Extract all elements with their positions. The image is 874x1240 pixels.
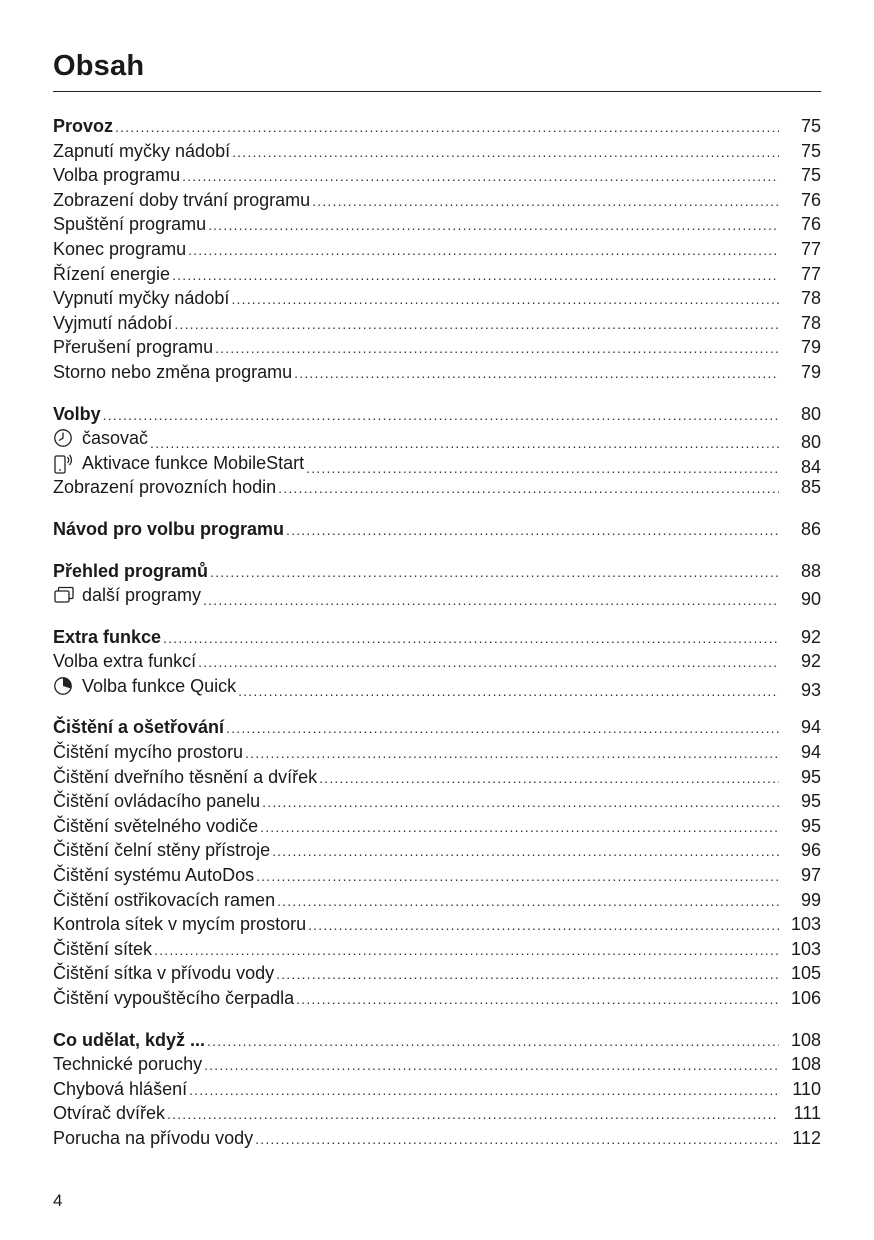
toc-entry[interactable]: [53, 740, 821, 765]
toc-entry-label-wrap: [53, 838, 270, 863]
toc-entry-label: Přehled programů: [53, 560, 209, 581]
toc-entry[interactable]: [53, 1052, 821, 1077]
toc-entry-label-wrap: [53, 937, 152, 962]
toc-entry-label: Čištění ostřikovacích ramen: [53, 889, 276, 910]
toc-entry-label-wrap: [53, 237, 186, 262]
toc-page-number: 106: [790, 988, 821, 1008]
toc-entry-label-wrap: [53, 451, 304, 476]
toc-entry-label-wrap: [53, 674, 236, 699]
toc-page-number: 80: [800, 432, 821, 453]
toc-page-number: 112: [792, 1127, 821, 1148]
dot-leader: [296, 987, 779, 1012]
toc-entry[interactable]: [53, 163, 821, 188]
toc-entry[interactable]: [53, 237, 821, 262]
toc-page-number: 97: [800, 865, 821, 886]
toc-entry[interactable]: [53, 649, 821, 674]
toc-page-number: 99: [800, 889, 821, 910]
dot-leader: [154, 938, 779, 963]
page-number: 4: [53, 1191, 63, 1210]
toc-entry-label-wrap: [53, 262, 170, 287]
toc-entry-label-wrap: [53, 814, 258, 839]
toc-entry[interactable]: [53, 262, 821, 287]
toc-entry[interactable]: [53, 286, 821, 311]
toc-entry-label-wrap: [53, 740, 243, 765]
toc-section: [53, 114, 821, 385]
toc-entry-label-wrap: [53, 212, 206, 237]
toc-page-number: 108: [790, 1029, 821, 1050]
toc-page-number: 76: [800, 214, 821, 235]
clock-icon: [53, 428, 75, 448]
toc-page-number: 103: [790, 914, 821, 935]
toc-page-number: 79: [800, 361, 821, 382]
toc-entry-label-wrap: [53, 517, 284, 542]
dot-leader: [231, 287, 779, 312]
toc-entry[interactable]: [53, 765, 821, 790]
toc-page-number: 95: [800, 766, 821, 787]
toc-entry-label-wrap: [53, 1126, 253, 1151]
toc-entry[interactable]: [53, 1077, 821, 1102]
toc-page-number: 86: [800, 518, 821, 539]
toc-entry-label: Volba extra funkcí: [53, 651, 197, 672]
toc-section-heading[interactable]: [53, 114, 821, 139]
title-divider: [53, 91, 821, 92]
dot-leader: [277, 889, 779, 914]
toc-entry-label-wrap: [53, 335, 213, 360]
toc-entry-label: Konec programu: [53, 238, 187, 259]
toc-entry-label-wrap: [53, 789, 260, 814]
toc-entry[interactable]: [53, 789, 821, 814]
toc-entry-label: Přerušení programu: [53, 337, 214, 358]
dot-leader: [203, 588, 779, 613]
toc-entry-label: Aktivace funkce MobileStart: [82, 452, 305, 473]
toc-section-heading[interactable]: [53, 715, 821, 740]
toc-entry[interactable]: [53, 426, 821, 451]
toc-page-number: 94: [800, 742, 821, 763]
toc-entry-label: Storno nebo změna programu: [53, 361, 293, 382]
table-of-contents: [53, 114, 821, 1168]
toc-entry-label: Co udělat, když ...: [53, 1029, 206, 1050]
dot-leader: [319, 766, 779, 791]
toc-section-heading[interactable]: [53, 1028, 821, 1053]
dot-leader: [208, 213, 779, 238]
toc-page-number: 76: [800, 189, 821, 210]
toc-entry-label-wrap: [53, 583, 201, 608]
more-programs-icon: [53, 585, 75, 605]
toc-page-number: 94: [800, 717, 821, 738]
toc-section: [53, 402, 821, 500]
toc-page-number: 78: [800, 312, 821, 333]
toc-entry-label: Čištění mycího prostoru: [53, 742, 244, 763]
toc-entry-label: Provoz: [53, 116, 114, 136]
toc-page-number: 110: [792, 1078, 821, 1099]
dot-leader: [276, 962, 779, 987]
toc-section: [53, 517, 821, 542]
dot-leader: [232, 140, 779, 165]
dot-leader: [308, 913, 779, 938]
toc-entry-label: Volba programu: [53, 165, 181, 186]
quick-icon: [53, 676, 75, 696]
toc-entry-label: Vypnutí myčky nádobí: [53, 288, 230, 309]
toc-entry-label: Volby: [53, 403, 101, 424]
toc-entry-label: Čištění sítek: [53, 938, 153, 959]
page-title: Obsah: [53, 50, 145, 82]
dot-leader: [172, 263, 779, 288]
toc-entry-label: Čištění vypouštěcího čerpadla: [53, 988, 295, 1008]
toc-entry[interactable]: [53, 986, 821, 1011]
toc-page-number: 77: [800, 263, 821, 284]
toc-entry-label-wrap: [53, 360, 292, 385]
toc-entry-label-wrap: [53, 559, 208, 584]
toc-entry-label-wrap: [53, 863, 254, 888]
toc-page-number: 75: [800, 165, 821, 186]
toc-entry[interactable]: [53, 139, 821, 164]
toc-page-number: 111: [793, 1103, 821, 1124]
toc-page-number: 108: [790, 1054, 821, 1075]
toc-entry-label: další programy: [82, 585, 202, 606]
toc-entry[interactable]: [53, 674, 821, 699]
toc-entry-label: Otvírač dvířek: [53, 1103, 166, 1124]
toc-entry-label: Zobrazení provozních hodin: [53, 477, 277, 498]
toc-page-number: 84: [800, 457, 821, 478]
toc-entry[interactable]: [53, 311, 821, 336]
toc-entry[interactable]: [53, 583, 821, 608]
toc-entry[interactable]: [53, 814, 821, 839]
toc-entry-label-wrap: [53, 961, 274, 986]
dot-leader: [210, 560, 779, 585]
dot-leader: [278, 476, 779, 501]
toc-page-number: 105: [790, 963, 821, 984]
dot-leader: [198, 650, 779, 675]
toc-entry-label-wrap: [53, 912, 306, 937]
dot-leader: [204, 1053, 779, 1078]
toc-page-number: 92: [800, 626, 821, 647]
toc-entry-label-wrap: [53, 649, 196, 674]
toc-page-number: 96: [800, 840, 821, 861]
toc-section-heading[interactable]: [53, 402, 821, 427]
toc-entry-label: Chybová hlášení: [53, 1078, 188, 1099]
toc-entry-label: Zapnutí myčky nádobí: [53, 140, 231, 161]
toc-entry-label-wrap: [53, 286, 229, 311]
toc-entry[interactable]: [53, 838, 821, 863]
toc-entry-label-wrap: [53, 1101, 165, 1126]
toc-page-number: 90: [800, 589, 821, 610]
dot-leader: [286, 518, 779, 543]
toc-entry-label-wrap: [53, 1052, 202, 1077]
toc-entry[interactable]: [53, 1101, 821, 1126]
dot-leader: [182, 164, 779, 189]
toc-entry-label-wrap: [53, 1077, 187, 1102]
dot-leader: [189, 1078, 779, 1103]
toc-entry[interactable]: [53, 937, 821, 962]
toc-page-number: 80: [800, 403, 821, 424]
toc-entry-label-wrap: [53, 1028, 205, 1053]
toc-entry-label: Čištění ovládacího panelu: [53, 791, 261, 812]
toc-page-number: 75: [800, 140, 821, 161]
toc-page-number: 79: [800, 337, 821, 358]
toc-entry-label-wrap: [53, 402, 101, 427]
dot-leader: [256, 864, 779, 889]
toc-entry-label: Čištění dveřního těsnění a dvířek: [53, 766, 318, 787]
toc-entry[interactable]: [53, 912, 821, 937]
dot-leader: [294, 361, 779, 386]
toc-entry[interactable]: [53, 888, 821, 913]
toc-entry-label-wrap: [53, 426, 148, 451]
toc-entry[interactable]: [53, 1126, 821, 1151]
toc-entry-label: Extra funkce: [53, 626, 162, 647]
dot-leader: [272, 839, 779, 864]
dot-leader: [238, 679, 779, 704]
toc-entry-label-wrap: [53, 311, 172, 336]
toc-entry-label: Volba funkce Quick: [82, 675, 237, 696]
dot-leader: [188, 238, 779, 263]
toc-entry-label-wrap: [53, 888, 275, 913]
toc-section-heading[interactable]: [53, 559, 821, 584]
toc-entry-label-wrap: [53, 114, 113, 139]
toc-section: [53, 715, 821, 1010]
toc-section-heading[interactable]: [53, 625, 821, 650]
toc-entry-label: Čištění světelného vodiče: [53, 815, 259, 836]
toc-page-number: 78: [800, 288, 821, 309]
toc-page-number: 92: [800, 651, 821, 672]
toc-entry[interactable]: [53, 863, 821, 888]
toc-page-number: 75: [800, 116, 821, 136]
dot-leader: [115, 115, 779, 140]
toc-entry-label-wrap: [53, 625, 161, 650]
toc-entry[interactable]: [53, 188, 821, 213]
toc-entry-label: Kontrola sítek v mycím prostoru: [53, 914, 307, 935]
toc-section: [53, 559, 821, 608]
toc-entry-label: Technické poruchy: [53, 1054, 203, 1075]
toc-entry[interactable]: [53, 212, 821, 237]
toc-section-heading[interactable]: [53, 517, 821, 542]
toc-entry-label-wrap: [53, 475, 276, 500]
toc-entry[interactable]: [53, 475, 821, 500]
toc-entry-label: Čištění systému AutoDos: [53, 865, 255, 886]
dot-leader: [163, 626, 779, 651]
toc-entry-label: Spuštění programu: [53, 214, 207, 235]
toc-entry-label: Zobrazení doby trvání programu: [53, 189, 311, 210]
toc-entry[interactable]: [53, 360, 821, 385]
toc-entry-label: Řízení energie: [53, 263, 171, 284]
toc-page-number: 93: [800, 680, 821, 701]
toc-entry-label-wrap: [53, 139, 230, 164]
mobile-start-icon: [53, 453, 75, 473]
dot-leader: [255, 1127, 779, 1152]
dot-leader: [167, 1102, 779, 1127]
toc-page-number: 85: [800, 477, 821, 498]
toc-entry-label: Čištění čelní stěny přístroje: [53, 840, 271, 861]
dot-leader: [226, 716, 779, 741]
toc-entry-label: časovač: [82, 428, 149, 449]
toc-entry-label: Vyjmutí nádobí: [53, 312, 173, 333]
toc-entry-label-wrap: [53, 163, 180, 188]
dot-leader: [262, 790, 779, 815]
dot-leader: [215, 336, 779, 361]
toc-page-number: 95: [800, 791, 821, 812]
toc-section: [53, 625, 821, 699]
toc-section: [53, 1028, 821, 1151]
toc-entry[interactable]: [53, 335, 821, 360]
toc-entry-label-wrap: [53, 715, 224, 740]
dot-leader: [260, 815, 779, 840]
dot-leader: [103, 403, 779, 428]
dot-leader: [245, 741, 779, 766]
toc-entry-label-wrap: [53, 765, 317, 790]
toc-page-number: 95: [800, 815, 821, 836]
dot-leader: [312, 189, 779, 214]
toc-entry-label: Porucha na přívodu vody: [53, 1127, 254, 1148]
toc-page-number: 77: [800, 238, 821, 259]
toc-page-number: 88: [800, 560, 821, 581]
toc-entry-label: Návod pro volbu programu: [53, 518, 285, 539]
toc-entry-label-wrap: [53, 986, 294, 1011]
toc-entry-label-wrap: [53, 188, 310, 213]
toc-entry-label: Čištění sítka v přívodu vody: [53, 963, 275, 984]
dot-leader: [174, 312, 779, 337]
dot-leader: [207, 1029, 779, 1054]
toc-page-number: 103: [790, 938, 821, 959]
toc-entry[interactable]: [53, 961, 821, 986]
toc-entry-label: Čištění a ošetřování: [53, 717, 225, 738]
